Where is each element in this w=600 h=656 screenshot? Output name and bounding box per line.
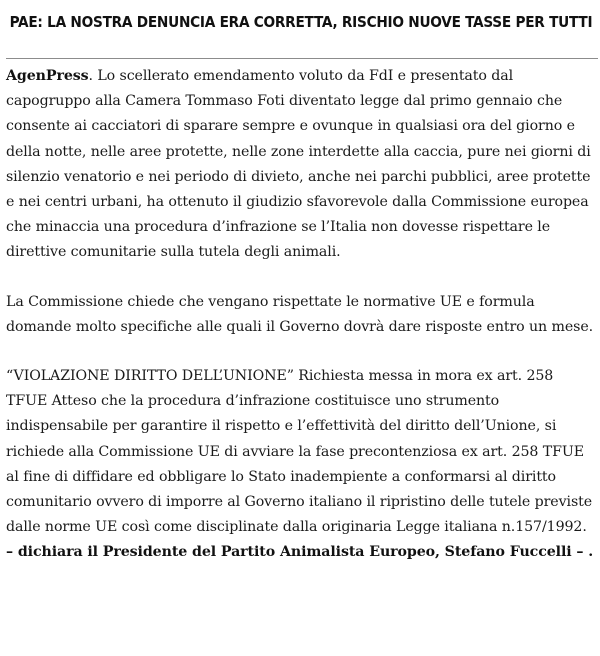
paragraph-1-text: . Lo scellerato emendamento voluto da FdI e presentato dal capogruppo alla Camera Tommaso Foti diventato legge dal primo gennaio che consente ai cacciatori di sparare sempre e ovunque in qualsiasi ora del giorno e della notte, nelle aree protette, nelle zone interdette alla caccia, pure nei giorni di silenzio venatorio e nei periodo di divieto, anche nei parchi pubblici, aree protette e nei centri urbani, ha ottenuto il giudizio sfavorevole dalla Commissione europea che minaccia una procedura d’infrazione se l’Italia non dovesse rispettare le direttive comunitarie sulla tutela degli animali. [6,68,591,261]
paragraph-3-text: “VIOLAZIONE DIRITTO DELL’UNIONE” Richiesta messa in mora ex art. 258 TFUE Atteso che la procedura d’infrazione costituisce uno strumento indispensabile per garantire il rispetto e l’effettività del diritto dell’Unione, si richiede alla Commissione UE di avviare la fase precontenziosa ex art. 258 TFUE al fine di diffidare ed obbligare lo Stato inadempiente a conformarsi al diritto comunitario ovvero di imporre al Governo italiano il ripristino delle tutele previste dalle norme UE così come disciplinate dalla originaria Legge italiana n.157/1992. [6,368,593,536]
article-body [6,64,596,566]
president-quote-attribution: – dichiara il Presidente del Partito Animalista Europeo, Stefano Fuccelli – . [6,544,594,561]
headline-divider [6,58,598,59]
article-paragraph-2: La Commissione chiede che vengano rispettate le normative UE e formula domande molto specifiche alle quali il Governo dovrà dare risposte entro un mese. [6,293,594,335]
article-paragraph-3 [6,364,596,566]
source-name: AgenPress [6,68,89,84]
article-headline: PAE: LA NOSTRA DENUNCIA ERA CORRETTA, RISCHIO NUOVE TASSE PER TUTTI [9,13,593,31]
article-paragraph-1 [6,64,596,266]
